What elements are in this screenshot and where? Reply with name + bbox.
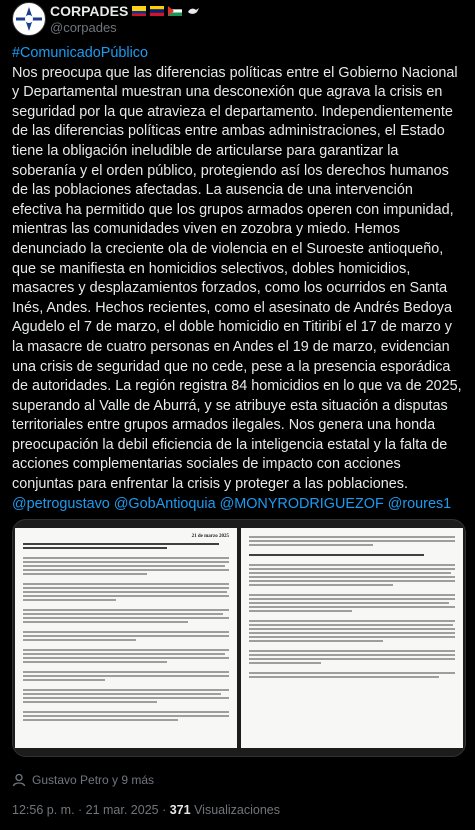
avatar[interactable] [12,2,46,36]
mentions [12,495,464,515]
palestine-flag-icon [168,6,182,16]
media-attachment[interactable] [12,519,466,757]
mention-link[interactable]: @MONYRODRIGUEZOF [219,495,384,512]
author-handle[interactable]: @corpades [50,20,117,35]
views-count: 371 [169,803,191,817]
document-text-lines [23,543,229,721]
colombia-flag-icon [132,6,146,16]
tweet-meta [12,803,280,817]
author-name[interactable]: CORPADES [50,3,129,19]
mention-link[interactable]: @roures1 [387,495,452,512]
dove-icon [186,6,200,16]
timestamp[interactable]: 12:56 p. m. · 21 mar. 2025 · [12,803,170,817]
document-page-1[interactable] [15,528,237,748]
views-label: Visualizaciones [190,803,280,817]
document-text-lines [249,536,455,678]
tweet-text [12,44,464,514]
corpades-logo-icon [13,3,45,35]
tagged-users[interactable] [12,773,154,787]
document-date: 21 de marzo 2025 [191,534,229,539]
mention-link[interactable]: @petrogustavo [12,495,110,512]
hashtag-link[interactable]: #ComunicadoPúblico [12,45,148,61]
tagged-users-label: Gustavo Petro y 9 más [32,773,155,787]
person-icon [12,773,26,787]
venezuela-flag-icon [150,6,164,16]
document-page-2[interactable] [241,528,463,748]
tweet-body: Nos preocupa que las diferencias políticas entre el Gobierno Nacional y Departamental muestran una desconexión que agrava la crisis en seguridad por la que atravieza el departamento. Independientemente de las diferencias políticas entre ambas administraciones, el Estado tiene la obligación ineludible de articularse para garantizar la soberanía y el orden público, protegiendo así los derechos humanos de las poblaciones afectadas. La ausencia de una intervención efectiva ha permitido que los grupos armados operen con impunidad, mientras las comunidades viven en zozobra y miedo. Hemos denunciado la creciente ola de violencia en el Suroeste antioqueño, que se manifiesta en homicidios selectivos, dobles homicidios, masacres y desplazamientos forzados, como los ocurridos en Santa Inés, Andes. Hechos recientes, como el asesinato de Andrés Bedoya Agudelo el 7 de marzo, el doble homicidio en Titiribí el 17 de marzo y la masacre de cuatro personas en Andes el 19 de marzo, evidencian una crisis de seguridad que no cede, pese a la presencia esporádica de autoridades. La región registra 84 homicidios en lo que va de 2025, superando al Valle de Aburrá, y se atribuye esta situación a disputas territoriales entre grupos armados ilegales. Nos genera una honda preocupación la debil eficiencia de la inteligencia estatal y la falta de acciones complementarias sociales de impacto con acciones conjuntas para enfrentar la crisis y proteger a las poblaciones. [12,64,462,493]
tweet-header [12,0,462,38]
mention-link[interactable]: @GobAntioquia [113,495,216,512]
